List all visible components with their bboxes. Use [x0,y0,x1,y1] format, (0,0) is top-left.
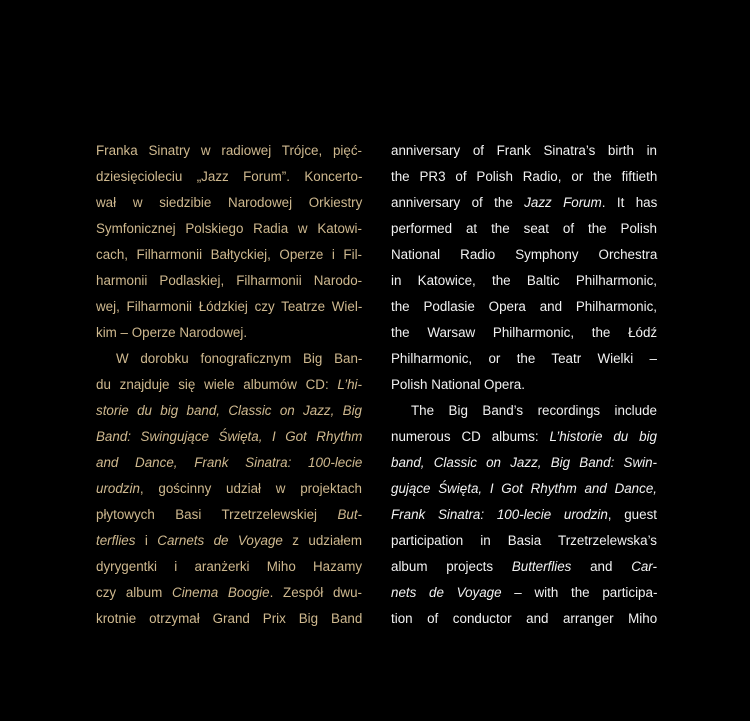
italic-title-text: L’historie du big [549,429,658,444]
body-text: czy album [96,585,173,600]
italic-title-text: Cinema Boogie [172,585,270,600]
italic-title-text: Car- [631,559,657,574]
body-text: album projects [391,559,512,574]
italic-title-text: and Dance, Frank Sinatra: 100-lecie [96,455,363,470]
text-line [96,372,362,398]
text-line [96,216,362,242]
text-line [391,216,657,242]
italic-title-text: Carnets de Voyage [157,533,283,548]
body-text: płytowych Basi Trzetrzelewskiej [96,507,338,522]
body-text: Symfonicznej Polskiego Radia w Katowi- [96,221,362,236]
body-text: . It has [601,195,658,210]
text-line [391,398,657,424]
text-line [391,450,657,476]
text-line [391,164,657,190]
text-line [391,320,657,346]
text-line [96,528,362,554]
body-text: , gościnny udział w projektach [139,481,362,496]
italic-title-text: Band: Swingujące Święta, I Got Rhythm [96,429,363,444]
text-line [96,424,362,450]
body-text: the PR3 of Polish Radio, or the fiftieth [391,169,658,184]
body-text: the Warsaw Philharmonic, the Łódź [391,325,658,340]
italic-title-text: urodzin [96,481,140,496]
text-line [96,606,362,632]
text-line [96,502,362,528]
italic-title-text: Frank Sinatra: 100-lecie urodzin [391,507,608,522]
text-line [391,502,657,528]
body-text: du znajduje się wiele albumów CD: [96,377,338,392]
body-text: anniversary of Frank Sinatra’s birth in [391,143,657,158]
body-text: kim – Operze Narodowej. [96,325,248,340]
text-line [391,554,657,580]
text-line [391,190,657,216]
text-line [96,190,362,216]
text-line [96,294,362,320]
text-line [96,450,362,476]
text-line [96,268,362,294]
italic-title-text: Butterflies [511,559,572,574]
body-text: in Katowice, the Baltic Philharmonic, [391,273,657,288]
polish-text-column [96,138,362,632]
text-line [96,554,362,580]
text-line [96,138,362,164]
body-text: krotnie otrzymał Grand Prix Big Band [96,611,363,626]
italic-title-text: L’hi- [337,377,362,392]
body-text: National Radio Symphony Orchestra [391,247,658,262]
text-line [96,476,362,502]
text-line [391,372,657,398]
text-line [391,424,657,450]
text-line [391,242,657,268]
text-line [96,320,362,346]
body-text: Polish National Opera. [391,377,525,392]
body-text: anniversary of the [391,195,525,210]
text-line [391,580,657,606]
body-text: wał w siedzibie Narodowej Orkiestry [96,195,363,210]
italic-title-text: terflies [96,533,136,548]
body-text: wej, Filharmonii Łódzkiej czy Teatrze Wiel- [96,299,363,314]
body-text: numerous CD albums: [391,429,550,444]
text-line [96,580,362,606]
body-text: z udziałem [282,533,363,548]
body-text: – with the participa- [501,585,658,600]
body-text: dyrygentki i aranżerki Miho Hazamy [96,559,363,574]
body-text: the Podlasie Opera and Philharmonic, [391,299,657,314]
body-text: Philharmonic, or the Teatr Wielki – [391,351,657,366]
body-text: Franka Sinatry w radiowej Trójce, pięć- [96,143,362,158]
text-line [391,294,657,320]
text-line [391,476,657,502]
text-line [96,242,362,268]
italic-title-text: But- [337,507,362,522]
text-line [391,268,657,294]
body-text: dziesięcioleciu „Jazz Forum”. Koncerto- [96,169,363,184]
italic-title-text: gujące Święta, I Got Rhythm and Dance, [391,481,657,496]
italic-title-text: Jazz Forum [524,195,602,210]
text-line [96,164,362,190]
italic-title-text: storie du big band, Classic on Jazz, Big [96,403,362,418]
text-line [96,398,362,424]
italic-title-text: nets de Voyage [391,585,502,600]
text-line [96,346,362,372]
english-text-column [391,138,657,632]
italic-title-text: band, Classic on Jazz, Big Band: Swin- [391,455,657,470]
body-text: W dorobku fonograficznym Big Ban- [116,351,363,366]
body-text: . Zespół dwu- [269,585,363,600]
body-text: tion of conductor and arranger Miho [391,611,658,626]
body-text: The Big Band’s recordings include [411,403,657,418]
text-line [391,138,657,164]
body-text: , guest [607,507,657,522]
body-text: and [571,559,632,574]
body-text: performed at the seat of the Polish [391,221,657,236]
body-text: i [135,533,158,548]
body-text: participation in Basia Trzetrzelewska’s [391,533,658,548]
text-line [391,606,657,632]
text-line [391,346,657,372]
body-text: cach, Filharmonii Bałtyckiej, Operze i Fil- [96,247,362,262]
body-text: harmonii Podlaskiej, Filharmonii Narodo- [96,273,363,288]
text-line [391,528,657,554]
